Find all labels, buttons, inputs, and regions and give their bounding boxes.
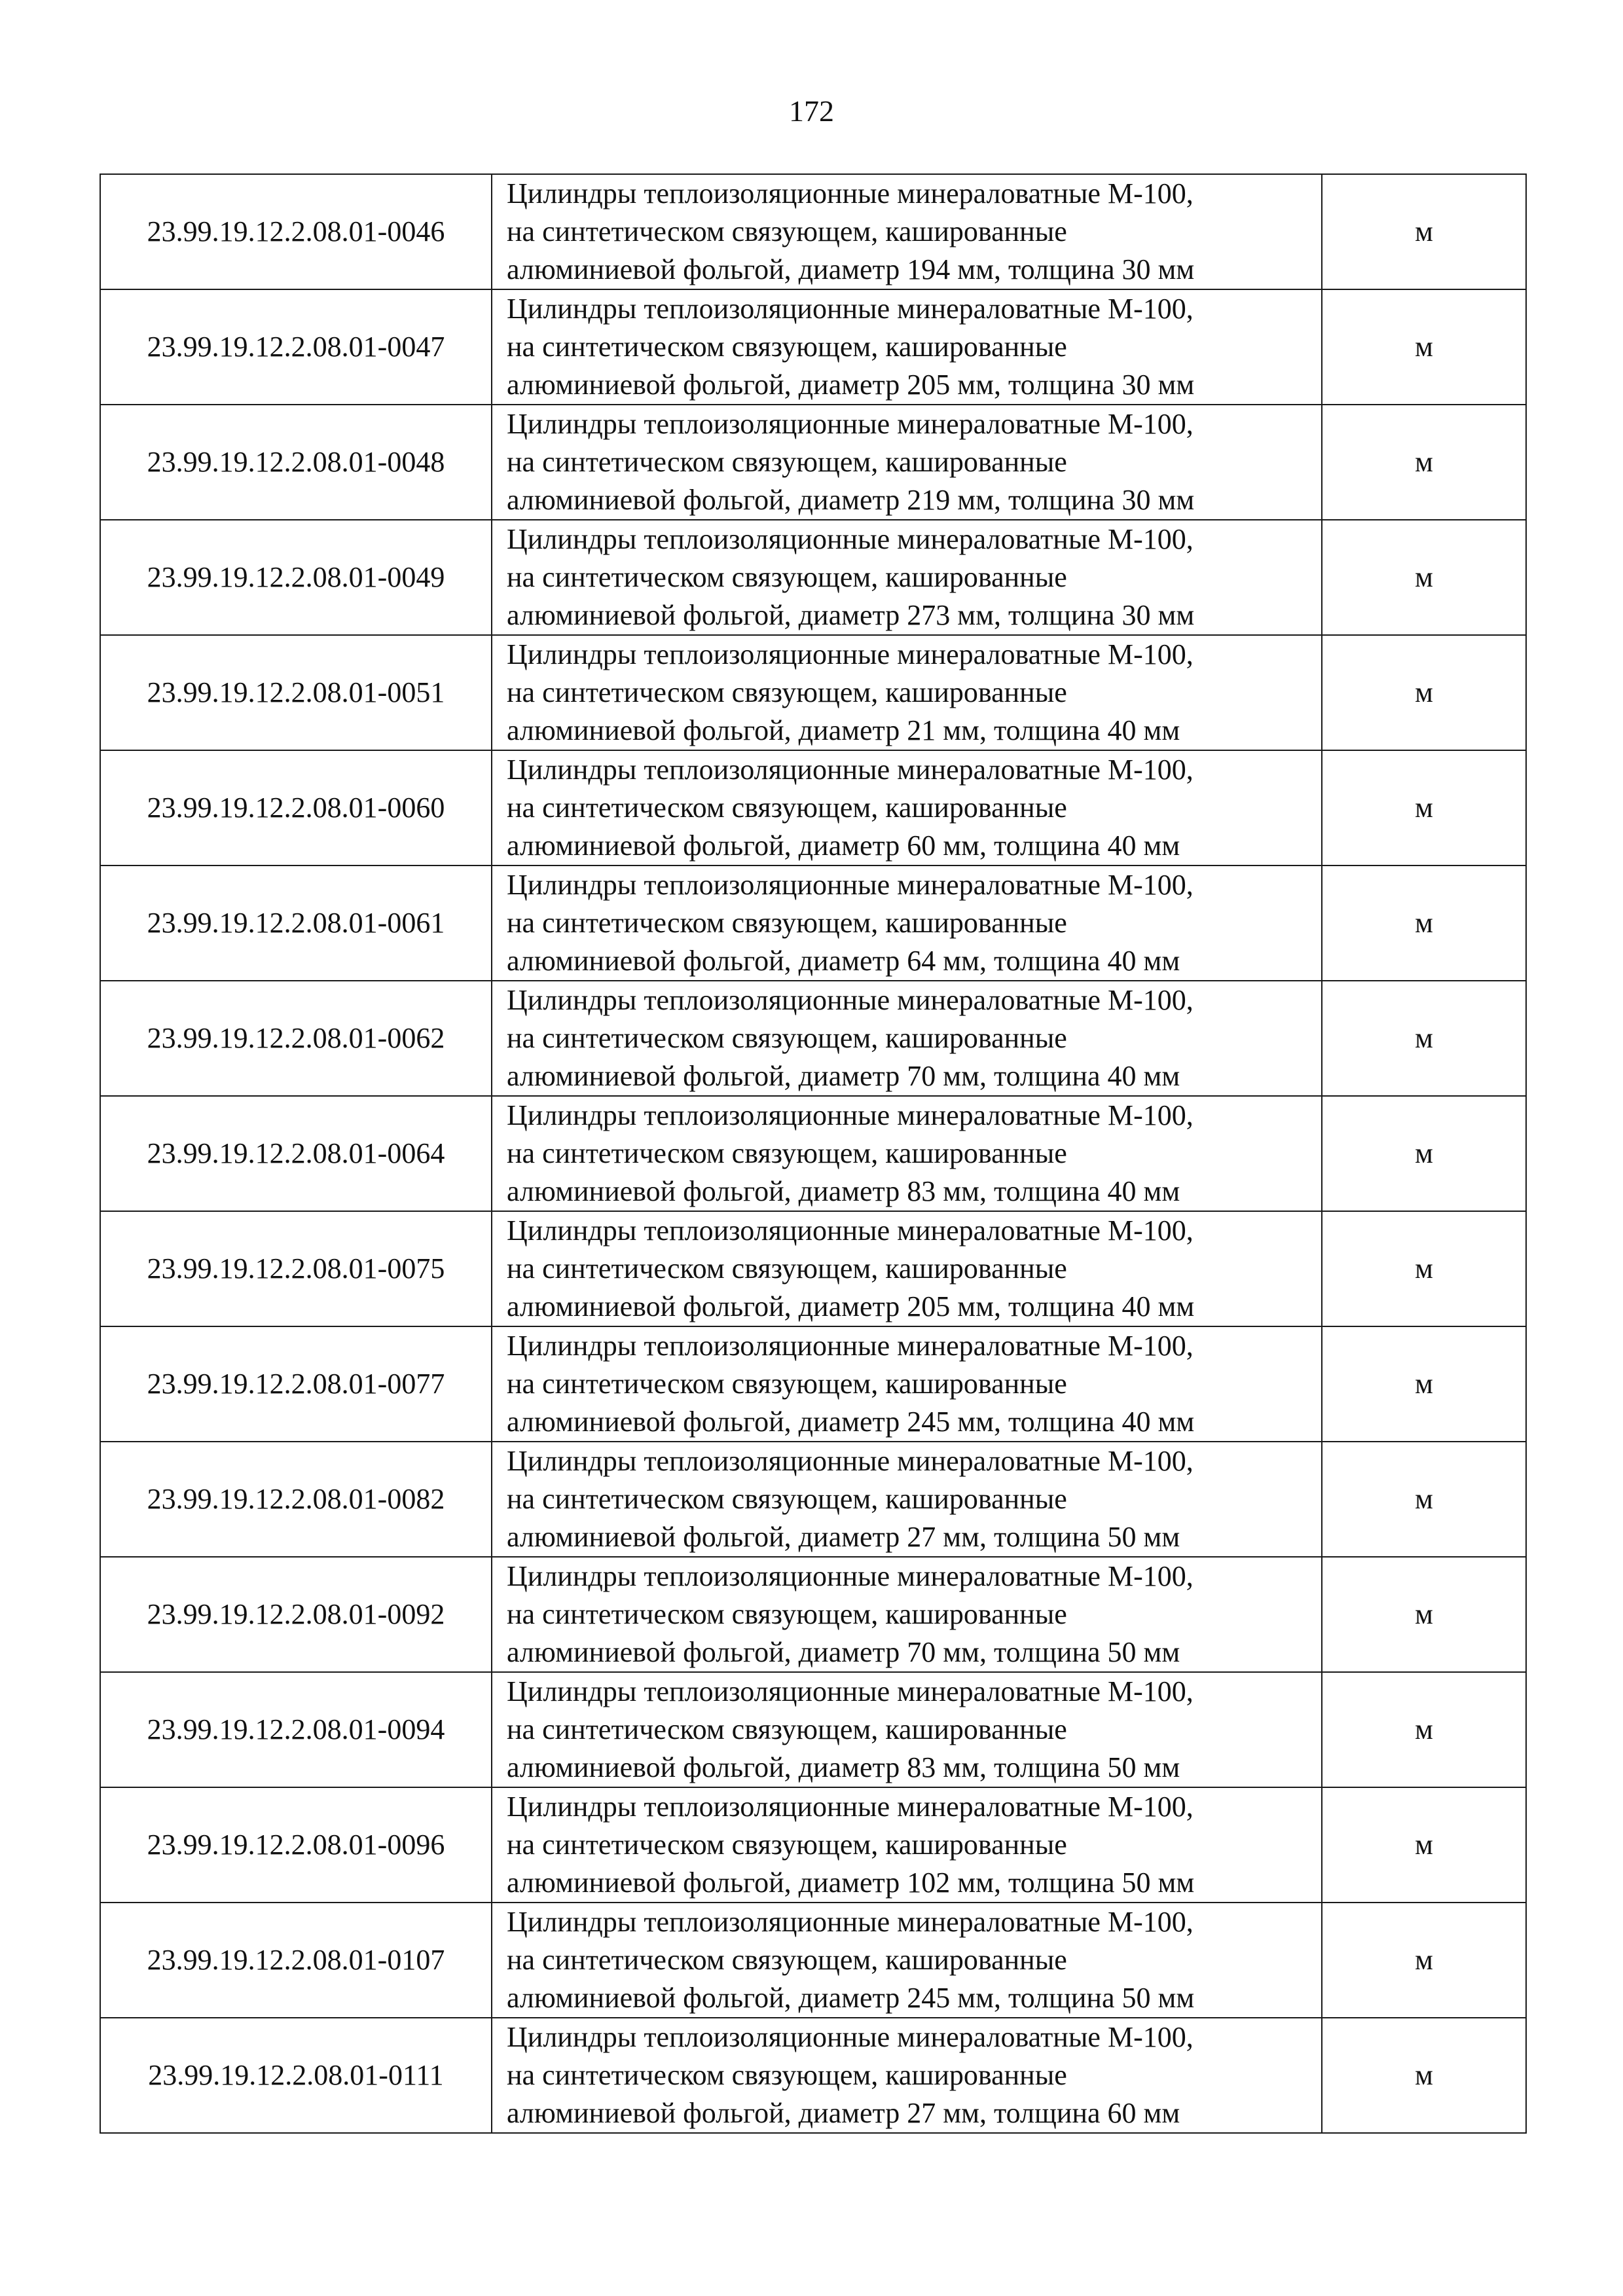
row-unit: м — [1322, 1326, 1526, 1442]
description-line: алюминиевой фольгой, диаметр 273 мм, толщина 30 мм — [507, 599, 1195, 631]
row-code: 23.99.19.12.2.08.01-0061 — [100, 866, 492, 981]
description-line: алюминиевой фольгой, диаметр 27 мм, толщина 50 мм — [507, 1521, 1180, 1553]
description-line: Цилиндры теплоизоляционные минераловатные М-100, — [507, 1791, 1194, 1823]
row-unit: м — [1322, 750, 1526, 866]
description-line: на синтетическом связующем, кашированные — [507, 446, 1067, 478]
description-line: Цилиндры теплоизоляционные минераловатные М-100, — [507, 1445, 1194, 1477]
description-line: Цилиндры теплоизоляционные минераловатные М-100, — [507, 1099, 1194, 1131]
table-row — [100, 1211, 1526, 1326]
description-line: алюминиевой фольгой, диаметр 83 мм, толщина 40 мм — [507, 1175, 1180, 1207]
row-code: 23.99.19.12.2.08.01-0060 — [100, 750, 492, 866]
row-unit: м — [1322, 520, 1526, 635]
description-line: Цилиндры теплоизоляционные минераловатные М-100, — [507, 177, 1194, 210]
description-line: Цилиндры теплоизоляционные минераловатные М-100, — [507, 1675, 1194, 1707]
table-row — [100, 405, 1526, 520]
description-line: алюминиевой фольгой, диаметр 102 мм, толщина 50 мм — [507, 1867, 1195, 1899]
table-row — [100, 635, 1526, 750]
table-row — [100, 1096, 1526, 1211]
description-line: Цилиндры теплоизоляционные минераловатные М-100, — [507, 408, 1194, 440]
description-line: алюминиевой фольгой, диаметр 219 мм, толщина 30 мм — [507, 484, 1195, 516]
row-description — [492, 1903, 1322, 2018]
row-code: 23.99.19.12.2.08.01-0046 — [100, 174, 492, 289]
table-row — [100, 174, 1526, 289]
description-line: Цилиндры теплоизоляционные минераловатные М-100, — [507, 984, 1194, 1016]
row-unit: м — [1322, 1672, 1526, 1787]
description-line: на синтетическом связующем, кашированные — [507, 561, 1067, 593]
description-line: на синтетическом связующем, кашированные — [507, 1022, 1067, 1054]
description-line: алюминиевой фольгой, диаметр 205 мм, толщина 40 мм — [507, 1290, 1195, 1322]
row-unit: м — [1322, 1096, 1526, 1211]
description-line: на синтетическом связующем, кашированные — [507, 1368, 1067, 1400]
description-line: на синтетическом связующем, кашированные — [507, 215, 1067, 247]
table-row — [100, 1442, 1526, 1557]
row-unit: м — [1322, 1787, 1526, 1903]
row-code: 23.99.19.12.2.08.01-0096 — [100, 1787, 492, 1903]
row-code: 23.99.19.12.2.08.01-0092 — [100, 1557, 492, 1672]
description-line: на синтетическом связующем, кашированные — [507, 1483, 1067, 1515]
row-unit: м — [1322, 2018, 1526, 2133]
description-line: на синтетическом связующем, кашированные — [507, 1713, 1067, 1745]
table-row — [100, 520, 1526, 635]
description-line: алюминиевой фольгой, диаметр 70 мм, толщина 50 мм — [507, 1636, 1180, 1668]
row-unit: м — [1322, 635, 1526, 750]
row-description — [492, 1672, 1322, 1787]
row-code: 23.99.19.12.2.08.01-0082 — [100, 1442, 492, 1557]
row-code: 23.99.19.12.2.08.01-0075 — [100, 1211, 492, 1326]
table-row — [100, 289, 1526, 405]
row-description — [492, 1096, 1322, 1211]
row-code: 23.99.19.12.2.08.01-0094 — [100, 1672, 492, 1787]
row-description — [492, 520, 1322, 635]
row-description — [492, 866, 1322, 981]
description-line: на синтетическом связующем, кашированные — [507, 1829, 1067, 1861]
description-line: на синтетическом связующем, кашированные — [507, 331, 1067, 363]
row-code: 23.99.19.12.2.08.01-0047 — [100, 289, 492, 405]
description-line: Цилиндры теплоизоляционные минераловатные М-100, — [507, 638, 1194, 670]
row-description — [492, 1326, 1322, 1442]
row-unit: м — [1322, 1442, 1526, 1557]
row-unit: м — [1322, 981, 1526, 1096]
row-code: 23.99.19.12.2.08.01-0064 — [100, 1096, 492, 1211]
description-line: Цилиндры теплоизоляционные минераловатные М-100, — [507, 1906, 1194, 1938]
row-code: 23.99.19.12.2.08.01-0111 — [100, 2018, 492, 2133]
description-line: алюминиевой фольгой, диаметр 70 мм, толщина 40 мм — [507, 1060, 1180, 1092]
table-row — [100, 981, 1526, 1096]
description-line: алюминиевой фольгой, диаметр 64 мм, толщина 40 мм — [507, 945, 1180, 977]
row-description — [492, 750, 1322, 866]
row-code: 23.99.19.12.2.08.01-0049 — [100, 520, 492, 635]
row-description — [492, 1557, 1322, 1672]
description-line: Цилиндры теплоизоляционные минераловатные М-100, — [507, 869, 1194, 901]
row-unit: м — [1322, 866, 1526, 981]
page-number: 172 — [789, 94, 834, 128]
description-line: алюминиевой фольгой, диаметр 205 мм, толщина 30 мм — [507, 369, 1195, 401]
row-description — [492, 635, 1322, 750]
table-row — [100, 2018, 1526, 2133]
table-row — [100, 1672, 1526, 1787]
row-description — [492, 174, 1322, 289]
table-row — [100, 1557, 1526, 1672]
description-line: на синтетическом связующем, кашированные — [507, 1598, 1067, 1630]
description-line: алюминиевой фольгой, диаметр 245 мм, толщина 40 мм — [507, 1406, 1195, 1438]
row-code: 23.99.19.12.2.08.01-0048 — [100, 405, 492, 520]
row-description — [492, 1211, 1322, 1326]
row-description — [492, 405, 1322, 520]
row-description — [492, 1787, 1322, 1903]
description-line: на синтетическом связующем, кашированные — [507, 676, 1067, 708]
materials-table — [100, 173, 1527, 2134]
description-line: алюминиевой фольгой, диаметр 21 мм, толщина 40 мм — [507, 714, 1180, 746]
description-line: Цилиндры теплоизоляционные минераловатные М-100, — [507, 2021, 1194, 2053]
description-line: на синтетическом связующем, кашированные — [507, 792, 1067, 824]
description-line: Цилиндры теплоизоляционные минераловатные М-100, — [507, 293, 1194, 325]
description-line: алюминиевой фольгой, диаметр 245 мм, толщина 50 мм — [507, 1982, 1195, 2014]
table-row — [100, 750, 1526, 866]
row-unit: м — [1322, 405, 1526, 520]
description-line: Цилиндры теплоизоляционные минераловатные М-100, — [507, 1214, 1194, 1247]
row-description — [492, 2018, 1322, 2133]
description-line: алюминиевой фольгой, диаметр 27 мм, толщина 60 мм — [507, 2097, 1180, 2129]
row-unit: м — [1322, 289, 1526, 405]
description-line: Цилиндры теплоизоляционные минераловатные М-100, — [507, 523, 1194, 555]
row-description — [492, 1442, 1322, 1557]
table-row — [100, 866, 1526, 981]
description-line: Цилиндры теплоизоляционные минераловатные М-100, — [507, 754, 1194, 786]
table-row — [100, 1326, 1526, 1442]
description-line: на синтетическом связующем, кашированные — [507, 2059, 1067, 2091]
row-unit: м — [1322, 1903, 1526, 2018]
table-row — [100, 1787, 1526, 1903]
row-unit: м — [1322, 1211, 1526, 1326]
description-line: Цилиндры теплоизоляционные минераловатные М-100, — [507, 1330, 1194, 1362]
row-description — [492, 289, 1322, 405]
description-line: Цилиндры теплоизоляционные минераловатные М-100, — [507, 1560, 1194, 1592]
row-unit: м — [1322, 174, 1526, 289]
row-code: 23.99.19.12.2.08.01-0107 — [100, 1903, 492, 2018]
row-code: 23.99.19.12.2.08.01-0062 — [100, 981, 492, 1096]
description-line: на синтетическом связующем, кашированные — [507, 1137, 1067, 1169]
row-code: 23.99.19.12.2.08.01-0051 — [100, 635, 492, 750]
row-description — [492, 981, 1322, 1096]
row-unit: м — [1322, 1557, 1526, 1672]
row-code: 23.99.19.12.2.08.01-0077 — [100, 1326, 492, 1442]
description-line: на синтетическом связующем, кашированные — [507, 1944, 1067, 1976]
description-line: алюминиевой фольгой, диаметр 194 мм, толщина 30 мм — [507, 253, 1195, 285]
description-line: на синтетическом связующем, кашированные — [507, 1252, 1067, 1285]
description-line: алюминиевой фольгой, диаметр 83 мм, толщина 50 мм — [507, 1751, 1180, 1783]
table-row — [100, 1903, 1526, 2018]
description-line: алюминиевой фольгой, диаметр 60 мм, толщина 40 мм — [507, 829, 1180, 862]
description-line: на синтетическом связующем, кашированные — [507, 907, 1067, 939]
